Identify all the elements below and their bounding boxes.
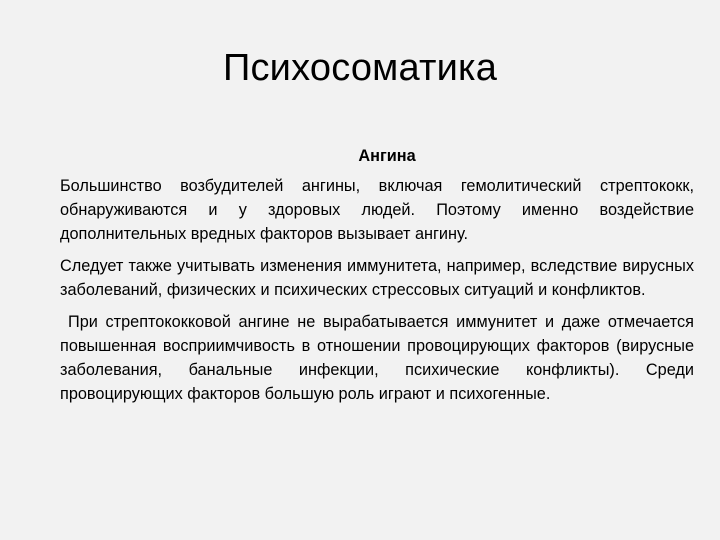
paragraph-1: Большинство возбудителей ангины, включая гемолитический стрептококк, обнаруживаются и у здоровых людей. Поэтому именно воздействие дополнительных вредных факторов вызывает ангину. bbox=[60, 177, 694, 243]
section-heading: Ангина bbox=[358, 147, 416, 165]
slide-title: Психосоматика bbox=[222, 47, 498, 89]
paragraph-3: При стрептококковой ангине не вырабатывается иммунитет и даже отмечается повышенная восприимчивость в отношении провоцирующих факторов (вирусные заболевания, банальные инфекции, психические конфликты). Среди провоцирующих факторов большую роль играют и психогенные. bbox=[60, 313, 694, 403]
paragraph-2: Следует также учитывать изменения иммунитета, например, вследствие вирусных заболеваний, физических и психических стрессовых ситуаций и конфликтов. bbox=[60, 257, 694, 299]
slide-content bbox=[60, 144, 694, 414]
